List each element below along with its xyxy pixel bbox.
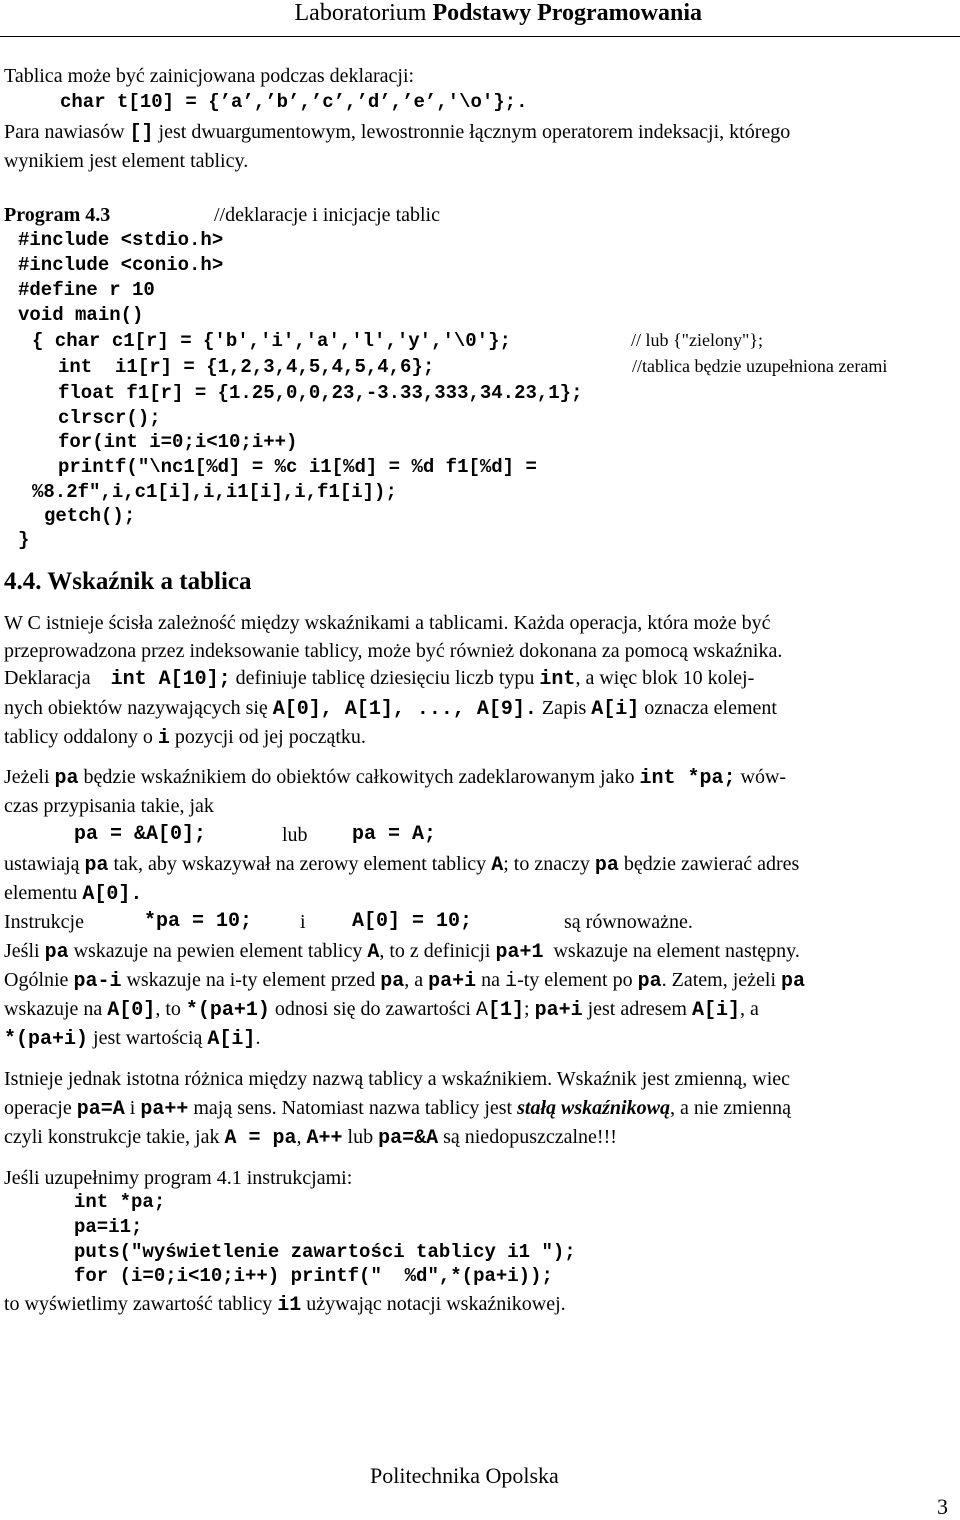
- code-span: *(pa+1): [185, 999, 270, 1022]
- text-span: odnosi się do zawartości: [274, 998, 471, 1020]
- code-span: pa+i: [428, 970, 477, 993]
- text-span: to wyświetlimy zawartość tablicy: [4, 1293, 273, 1315]
- code-line: int i1[r] = {1,2,3,4,5,4,5,4,6};: [58, 356, 435, 378]
- text-span: jest adresem: [587, 998, 687, 1020]
- text-span: ; to znaczy: [503, 853, 590, 875]
- text-span: pozycji od jej początku.: [174, 726, 366, 748]
- text-span: , a: [404, 969, 424, 991]
- code-line: printf("\nc1[%d] = %c i1[%d] = %d f1[%d] =: [58, 456, 537, 478]
- code-span: A = pa: [224, 1127, 297, 1150]
- program-title: Program 4.3: [4, 204, 111, 226]
- text-line: [4, 941, 800, 963]
- text-span: są niedopuszczalne!!!: [443, 1126, 617, 1148]
- text-span: wskazuje na: [4, 998, 103, 1020]
- header-title: [295, 0, 703, 27]
- code-span: pa = A;: [352, 823, 437, 846]
- text-span: Ogólnie: [4, 969, 69, 991]
- text-line: [4, 1294, 566, 1316]
- code-span: A[i]: [207, 1028, 256, 1051]
- text-line: [4, 999, 759, 1021]
- text-line: [4, 1098, 791, 1120]
- code-span: *(pa+i): [4, 1028, 89, 1051]
- text-span: -ty element po: [517, 969, 633, 991]
- text-span: lub: [282, 824, 308, 846]
- text-span: lub: [347, 1126, 374, 1148]
- code-span: A[0], A[1], ..., A[9].: [272, 698, 537, 721]
- text-span: Zapis: [541, 697, 587, 719]
- text-line: Istnieje jednak istotna różnica między nazwą tablicy a wskaźnikiem. Wskaźnik jest zmienną, wiec: [4, 1068, 791, 1090]
- footer-text: Politechnika Opolska: [370, 1463, 559, 1488]
- text-span: mają sens. Natomiast nazwa tablicy jest: [193, 1097, 513, 1119]
- text-span: Jeżeli: [4, 766, 50, 788]
- text-line: przeprowadzona przez indeksowanie tablicy, może być również dokonana za pomocą wskaźnika.: [4, 640, 783, 662]
- code-span: pa = &A[0];: [74, 823, 207, 846]
- code-line: void main(): [18, 304, 144, 326]
- page-header: [0, 0, 960, 37]
- code-line: pa=i1;: [74, 1216, 143, 1238]
- code-line: { char c1[r] = {'b','i','a','l','y','\0'};: [32, 330, 511, 352]
- code-span: pa+1: [495, 941, 544, 964]
- text-span: i: [300, 911, 306, 933]
- text-span: oznacza element: [644, 697, 777, 719]
- text-span: , to: [155, 998, 181, 1020]
- code-span: int: [539, 668, 576, 691]
- code-line: %8.2f",i,c1[i],i,i1[i],i,f1[i]);: [32, 481, 397, 503]
- code-span: pa-i: [73, 970, 122, 993]
- text-line: Jeśli uzupełnimy program 4.1 instrukcjami:: [4, 1167, 353, 1189]
- text-span: , a: [740, 998, 759, 1020]
- code-span: A[i]: [691, 999, 740, 1022]
- text-span: na: [481, 969, 501, 991]
- code-span: A++: [306, 1127, 343, 1150]
- text-line: [4, 883, 142, 905]
- text-span: Para nawiasów: [4, 121, 130, 143]
- code-line: puts("wyświetlenie zawartości tablicy i1 ");: [74, 1241, 576, 1263]
- code-span: pa: [594, 854, 619, 877]
- code-line: int *pa;: [74, 1191, 166, 1213]
- program-comment: //deklaracje i inicjacje tablic: [214, 204, 440, 226]
- code-span: i: [157, 727, 170, 750]
- code-line: for (i=0;i<10;i++) printf(" %d",*(pa+i));: [74, 1265, 553, 1287]
- text-span: jest wartością: [93, 1027, 203, 1049]
- text-span: jest dwuargumentowym, lewostronnie łącznym operatorem indeksacji, którego: [153, 121, 791, 143]
- text-span: wskazuje na i-ty element przed: [126, 969, 376, 991]
- text-span: czyli konstrukcje takie, jak: [4, 1126, 220, 1148]
- text-span: wów-: [740, 766, 787, 788]
- text-span: tablicy oddalony o: [4, 726, 153, 748]
- text-span: będzie wskaźnikiem do obiektów całkowitych zadeklarowanym jako: [83, 766, 635, 788]
- text-span: elementu: [4, 882, 78, 904]
- page-number: 3: [937, 1494, 948, 1519]
- code-line: getch();: [44, 505, 136, 527]
- text-span: , to z definicji: [379, 940, 491, 962]
- text-span: ustawiają: [4, 853, 80, 875]
- code-span: A[0] = 10;: [352, 910, 473, 933]
- text-line: [4, 767, 786, 789]
- code-span: pa=A: [76, 1098, 125, 1121]
- code-line: #define r 10: [18, 279, 155, 301]
- code-line: for(int i=0;i<10;i++): [58, 431, 298, 453]
- code-span: pa=&A: [378, 1127, 439, 1150]
- text-span: ;: [524, 998, 530, 1020]
- code-span: i1: [277, 1294, 302, 1317]
- code-span: A: [491, 854, 504, 877]
- text-line: [4, 1127, 617, 1149]
- code-span: [1]: [487, 999, 524, 1022]
- code-span: *pa = 10;: [144, 910, 253, 933]
- code-span: pa: [781, 970, 806, 993]
- text-line: [4, 727, 366, 749]
- text-line: [4, 668, 754, 690]
- text-span: , a nie zmienną: [669, 1097, 792, 1119]
- text-line: W C istnieje ścisła zależność między wskaźnikami a tablicami. Każda operacja, która może być: [4, 612, 771, 634]
- text-line: [4, 1028, 260, 1050]
- code-span: int A[10];: [110, 668, 231, 691]
- code-span: A[0]: [107, 999, 156, 1022]
- section-title: 4.4. Wskaźnik a tablica: [4, 568, 252, 595]
- text-span: Jeśli: [4, 940, 40, 962]
- text-span: . Zatem, jeżeli: [661, 969, 776, 991]
- code-line: #include <conio.h>: [18, 254, 224, 276]
- code-span: pa++: [140, 1098, 189, 1121]
- text-line: czas przypisania takie, jak: [4, 795, 214, 817]
- code-span: i: [505, 970, 518, 993]
- code-line: clrscr();: [58, 407, 161, 429]
- text-span: , a więc blok 10 kolej-: [575, 667, 755, 689]
- code-span: pa: [84, 854, 109, 877]
- text-span: Deklaracja: [4, 667, 91, 689]
- text-line: [4, 698, 777, 720]
- code-comment: //tablica będzie uzupełniona zerami: [632, 356, 888, 376]
- text-span: tak, aby wskazywał na zerowy element tablicy: [113, 853, 487, 875]
- code-span: pa: [44, 941, 69, 964]
- code-span: pa: [54, 767, 79, 790]
- text-span: wskazuje na element następny.: [553, 940, 800, 962]
- code-span: pa: [380, 970, 405, 993]
- code-span: A[i]: [591, 698, 640, 721]
- code-comment: // lub {"zielony"};: [631, 330, 763, 350]
- code-span: A: [475, 999, 488, 1022]
- text-line: [4, 854, 799, 876]
- text-span: ,: [296, 1126, 302, 1148]
- text-span: operacje: [4, 1097, 72, 1119]
- emphasis: stałą wskaźnikową: [517, 1097, 670, 1119]
- code-span: pa+i: [534, 999, 583, 1022]
- text-span: używając notacji wskaźnikowej.: [306, 1293, 566, 1315]
- text-line: Tablica może być zainicjowana podczas deklaracji:: [4, 65, 415, 87]
- code-span: pa: [637, 970, 662, 993]
- text-line: [4, 970, 805, 992]
- code-span: []: [129, 122, 154, 145]
- text-line: [4, 122, 790, 144]
- code-span: A[0].: [82, 883, 143, 906]
- text-span: będzie zawierać adres: [623, 853, 800, 875]
- header-course: Podstawy Programowania: [432, 0, 702, 26]
- code-line: #include <stdio.h>: [18, 229, 224, 251]
- text-span: Instrukcje: [4, 911, 84, 933]
- text-span: i: [129, 1097, 136, 1119]
- text-span: wskazuje na pewien element tablicy: [73, 940, 363, 962]
- text-span: są równoważne.: [564, 911, 693, 933]
- text-span: definiuje tablicę dziesięciu liczb typu: [235, 667, 535, 689]
- text-span: nych obiektów nazywających się: [4, 697, 268, 719]
- code-span: A: [367, 941, 380, 964]
- code-line: }: [18, 529, 30, 551]
- text-line: wynikiem jest element tablicy.: [4, 150, 249, 172]
- code-line: char t[10] = {’a’,’b’,’c’,’d’,’e’,'\o'};.: [60, 91, 528, 113]
- code-span: int *pa;: [639, 767, 736, 790]
- header-lab: Laboratorium: [294, 0, 427, 26]
- text-span: .: [255, 1027, 261, 1049]
- code-line: float f1[r] = {1.25,0,0,23,-3.33,333,34.23,1};: [58, 382, 583, 404]
